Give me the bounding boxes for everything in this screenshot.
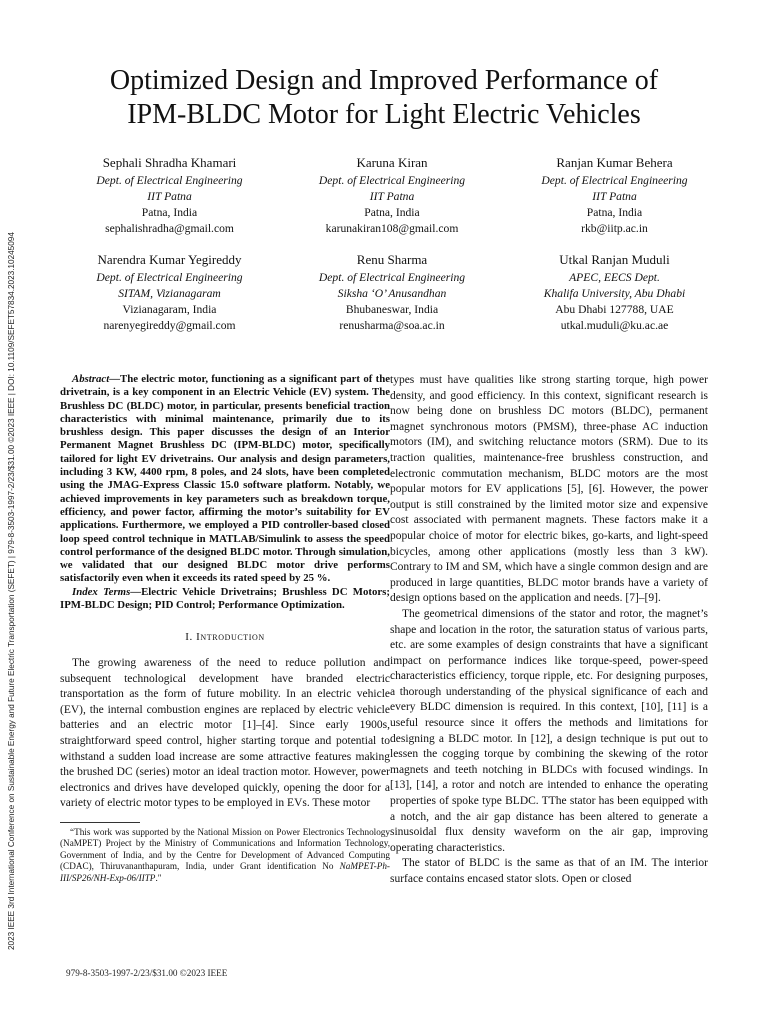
body-paragraph: The geometrical dimensions of the stator and rotor, the magnet’s shape and location in the rotor, the saturation status of various parts, etc. are some examples of design constraints that have a significant impact on performance indices like torque-speed, power-speed characteristics efficiency, torque ripple, etc. For designing purposes, a thorough understanding of the physical significance of each and every BLDC dimension is required. In this context, [10], [11] is a useful resource since it offers the methods and limitations for designing a BLDC motor. In [12], a design technique is put out to lessen the cogging torque by combining the skewing of the rotor magnets and teeth notching in BLDCs with focused windings. In [13], [14], a rotor and notch are intended to enhance the operating properties of spoke type BLDC. TThe stator has been equipped with a notch, and the air gap distance has been altered to generate a sinusoidal flux density waveform on the air gap, improving operating characteristics. (390, 607, 708, 854)
footnote-suffix: ." (155, 872, 162, 883)
title-line-1: Optimized Design and Improved Performance of (109, 65, 659, 96)
author-card (62, 154, 277, 237)
right-column (390, 373, 708, 888)
author-location: Patna, India (364, 206, 420, 219)
author-institution: Siksha ‘O’ Anusandhan (337, 287, 447, 300)
abstract-label: Abstract (72, 373, 110, 385)
author-location: Vizianagaram, India (122, 303, 217, 316)
body-paragraph: The stator of BLDC is the same as that of an IM. The interior surface contains encased stator slots. Open or closed (390, 857, 708, 885)
conference-doi-text: 2023 IEEE 3rd International Conference on Sustainable Energy and Future Electric Transportation (SEFET) | 979-8-3503-1997-2/23/$31.00 ©2023 IEEE | DOI: 10.1109/SEFET57834.2023.10245094 (7, 232, 16, 950)
author-name: Karuna Kiran (356, 155, 428, 170)
abstract-text: —The electric motor, functioning as a significant part of the drivetrain, is a key component in an Electric Vehicle (EV) system. The Brushless DC (BLDC) motor, in particular, presents beneficial traction characteristics with minimal maintenance, primarily due to its brushless design. This paper discusses the design of an Interior Permanent Magnet Brushless DC (IPM-BLDC) motor, specifically tailored for light EV drivetrains. Our analysis and design parameters, including 3 KW, 4400 rpm, 8 poles, and 24 slots, have been completed using the JMAG-Express Classic 15.0 software platform. Notably, we achieved improvements in key parameters such as breakdown torque, efficiency, and power factor, affirming the motor’s suitability for EV applications. Furthermore, we employed a PID controller-based closed loop speed control technique in MATLAB/Simulink to assess the speed control performance of the designed BLDC motor. Through simulation, we validated that our designed BLDC motor drive performs satisfactorily even when it exceeds its rated speed by 25 %. (60, 373, 390, 585)
author-row-1 (62, 154, 722, 237)
author-card (285, 154, 500, 237)
footnote-grant-id: NaMPET-Ph-III/SP26/NH-Exp-06/IITP (60, 861, 390, 883)
index-terms-label: Index Terms (72, 585, 131, 598)
body-paragraph: types must have qualities like strong starting torque, high power density, and good efficiency. In this context, significant research is now being done on brushless DC motors (BLDC), permanent magnet synchronous motors (PMSM), three-phase AC induction motors (IM), and switching reluctance motors (SRM). Due to its traction qualities, maintenance-free brushless construction, and electronic commutation mechanism, BLDC motors are the most popular motors for EV applications [5], [6]. However, the power output is still constrained by the limited motor size and expensive cost associated with permanent magnets. These factors make it a popular choice of motor for electric bikes, go-karts, and light-speed bicycles, among other applications (mostly less than 3 kW). Contrary to IM and SM, which have a single common design and are produced in large quantities, BLDC motor brands have a variety of design options based on the application and needs. [7]–[9]. (390, 374, 708, 605)
author-email: rkb@iitp.ac.in (581, 222, 648, 235)
index-terms (60, 586, 390, 613)
author-name: Utkal Ranjan Muduli (559, 252, 670, 267)
footnote-divider (60, 822, 140, 823)
abstract (60, 373, 390, 586)
author-dept: Dept. of Electrical Engineering (318, 174, 466, 187)
section-heading-introduction: I. Introduction (185, 631, 265, 644)
author-dept: APEC, EECS Dept. (569, 271, 660, 284)
author-block (62, 154, 722, 348)
author-location: Abu Dhabi 127788, UAE (555, 303, 674, 316)
author-card (507, 154, 722, 237)
author-name: Sephali Shradha Khamari (102, 155, 237, 170)
author-location: Patna, India (141, 206, 198, 219)
title-line-2: IPM-BLDC Motor for Light Electric Vehicles (127, 99, 641, 130)
footnote-prefix: This work was supported by the National Mission on Power Electronics Technology (NaMPET) Project by the Ministry of Communications and Information Technology, Government of India, and by the Centre for Development of Advanced Computing (CDAC), Thiruvananthapuram, India, under Grant identification No (60, 826, 390, 872)
author-email: renusharma@soa.ac.in (339, 319, 445, 332)
author-institution: IIT Patna (592, 190, 637, 203)
left-column (60, 373, 390, 884)
index-terms-text: —Electric Vehicle Drivetrains; Brushless DC Motors; IPM-BLDC Design; PID Control; Performance Optimization. (60, 585, 390, 612)
author-institution: IIT Patna (147, 190, 192, 203)
author-email: narenyegireddy@gmail.com (103, 319, 236, 332)
author-name: Ranjan Kumar Behera (556, 155, 673, 170)
author-email: utkal.muduli@ku.ac.ae (560, 319, 669, 332)
intro-paragraph: The growing awareness of the need to reduce pollution and subsequent technological development have branded electric transportation as the form of future mobility. In an electric vehicle (EV), the internal combustion engines are replaced by electric vehicle batteries and an electric motor [1]–[4]. Since early 1900s, straightforward speed control, higher starting torque and potential to withstand a sudden load increase are some attractive features making the brushed DC (series) motor an ideal traction motor. However, power electronics and drives have developed quickly, opening the door for a variety of electric motor types to be employed in EVs. These motor (60, 656, 390, 810)
author-name: Renu Sharma (356, 252, 428, 267)
author-name: Narendra Kumar Yegireddy (97, 252, 242, 267)
author-card (285, 251, 500, 334)
author-card (507, 251, 722, 334)
author-dept: Dept. of Electrical Engineering (318, 271, 466, 284)
copyright-footer: 979-8-3503-1997-2/23/$31.00 ©2023 IEEE (66, 968, 228, 978)
author-location: Patna, India (586, 206, 643, 219)
author-row-2 (62, 251, 722, 334)
funding-footnote: “This work was supported by the National Mission on Power Electronics Technology (NaMPET) Project by the Ministry of Communications and Information Technology, Government of India, and by the Centre for Development of Advanced Computing (CDAC), Thiruvananthapuram, India, under Grant identification No NaMPET-Ph-III/SP26/NH-Exp-06/IITP." (60, 826, 390, 883)
author-institution: SITAM, Vizianagaram (118, 287, 221, 300)
author-email: karunakiran108@gmail.com (325, 222, 459, 235)
author-dept: Dept. of Electrical Engineering (96, 174, 243, 187)
author-dept: Dept. of Electrical Engineering (96, 271, 243, 284)
author-email: sephalishradha@gmail.com (105, 222, 234, 235)
author-institution: IIT Patna (369, 190, 415, 203)
author-institution: Khalifa University, Abu Dhabi (543, 287, 686, 300)
author-dept: Dept. of Electrical Engineering (541, 174, 688, 187)
author-location: Bhubaneswar, India (345, 303, 439, 316)
paper-title (40, 64, 728, 132)
author-card (62, 251, 277, 334)
side-ribbon (6, 130, 18, 950)
